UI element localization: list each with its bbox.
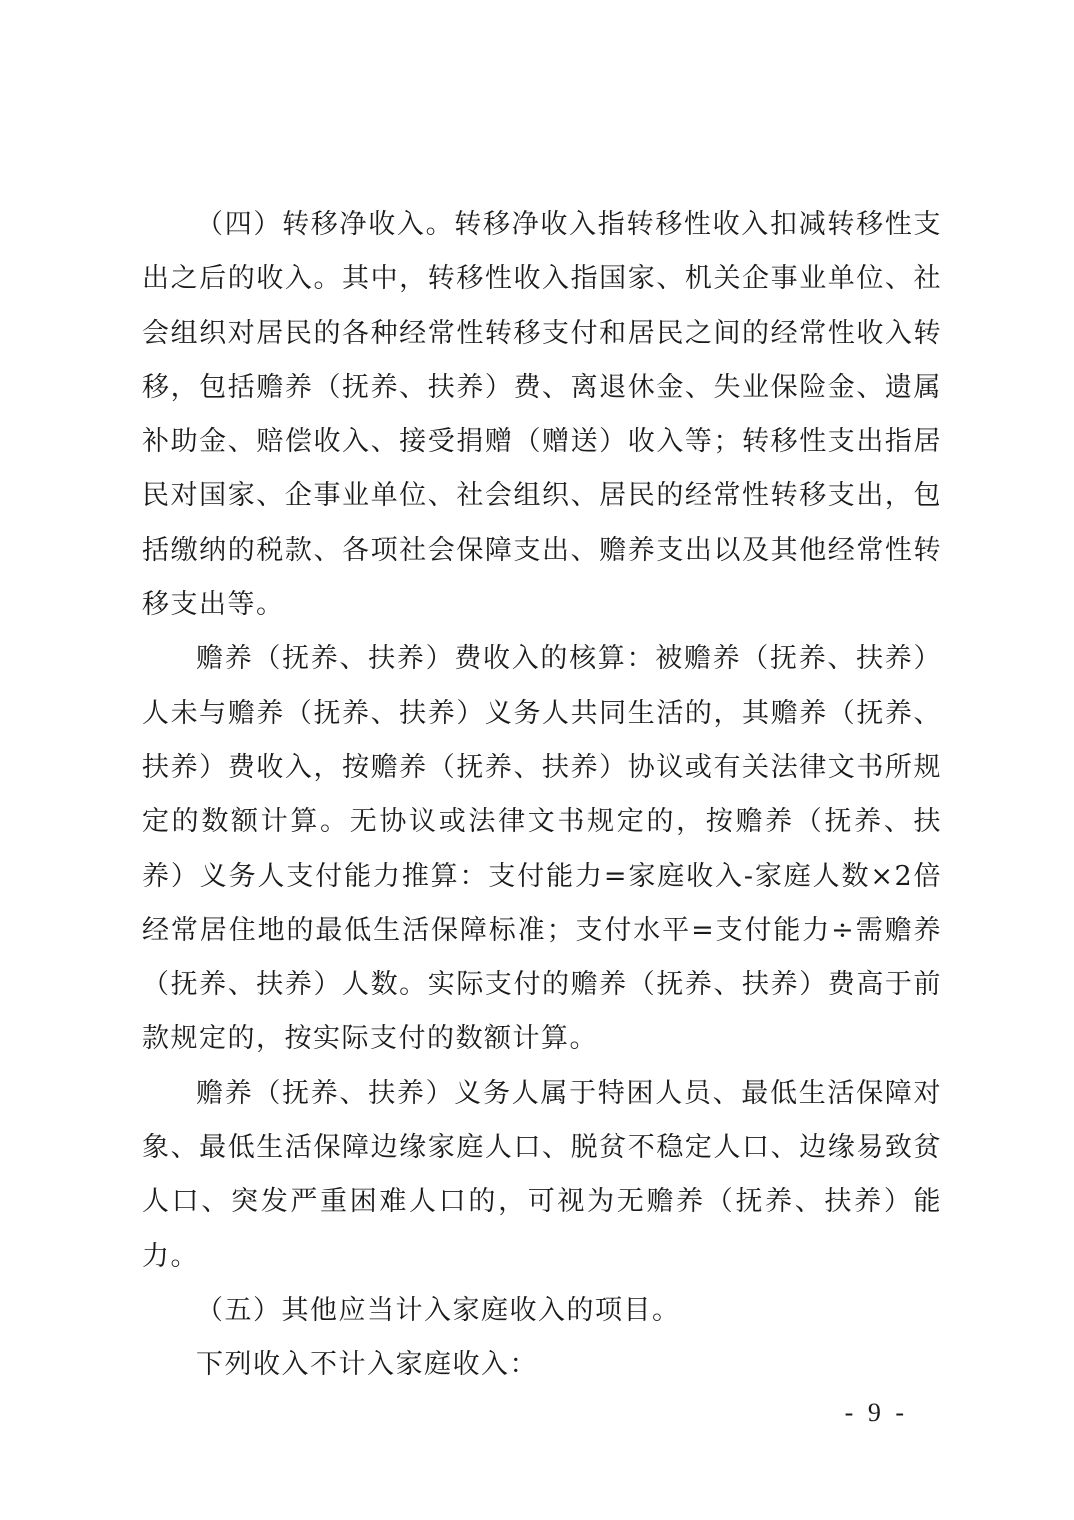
paragraph-other-income-items: （五）其他应当计入家庭收入的项目。 bbox=[196, 1294, 681, 1326]
paragraph-excluded-income-intro: 下列收入不计入家庭收入： bbox=[196, 1349, 538, 1381]
paragraph-transfer-net-income: （四）转移净收入。转移净收入指转移性收入扣减转移性支出之后的收入。其中，转移性收入指国家、机关企事业单位、社会组织对居民的各种经常性转移支付和居民之间的经常性收入转移，包括赡养（抚养、扶养）费、离退休金、失业保险金、遗属补助金、赔偿收入、接受捐赠（赠送）收入等；转移性支出指居民对国家、企事业单位、社会组织、居民的经常性转移支出，包括缴纳的税款、各项社会保障支出、赡养支出以及其他经常性转移支出等。 bbox=[142, 209, 942, 621]
paragraph-no-support-capacity: 赡养（抚养、扶养）义务人属于特困人员、最低生活保障对象、最低生活保障边缘家庭人口、脱贫不稳定人口、边缘易致贫人口、突发严重困难人口的，可视为无赡养（抚养、扶养）能力。 bbox=[142, 1077, 942, 1272]
paragraph-support-fee-accounting: 赡养（抚养、扶养）费收入的核算：被赡养（抚养、扶养）人未与赡养（抚养、扶养）义务人共同生活的，其赡养（抚养、扶养）费收入，按赡养（抚养、扶养）协议或有关法律文书所规定的数额计算。无协议或法律文书规定的，按赡养（抚养、扶养）义务人支付能力推算：支付能力=家庭收入-家庭人数×2倍经常居住地的最低生活保障标准；支付水平=支付能力÷需赡养（抚养、扶养）人数。实际支付的赡养（抚养、扶养）费高于前款规定的，按实际支付的数额计算。 bbox=[142, 643, 942, 1055]
document-body bbox=[142, 198, 942, 1393]
page-number: - 9 - bbox=[844, 1398, 908, 1427]
